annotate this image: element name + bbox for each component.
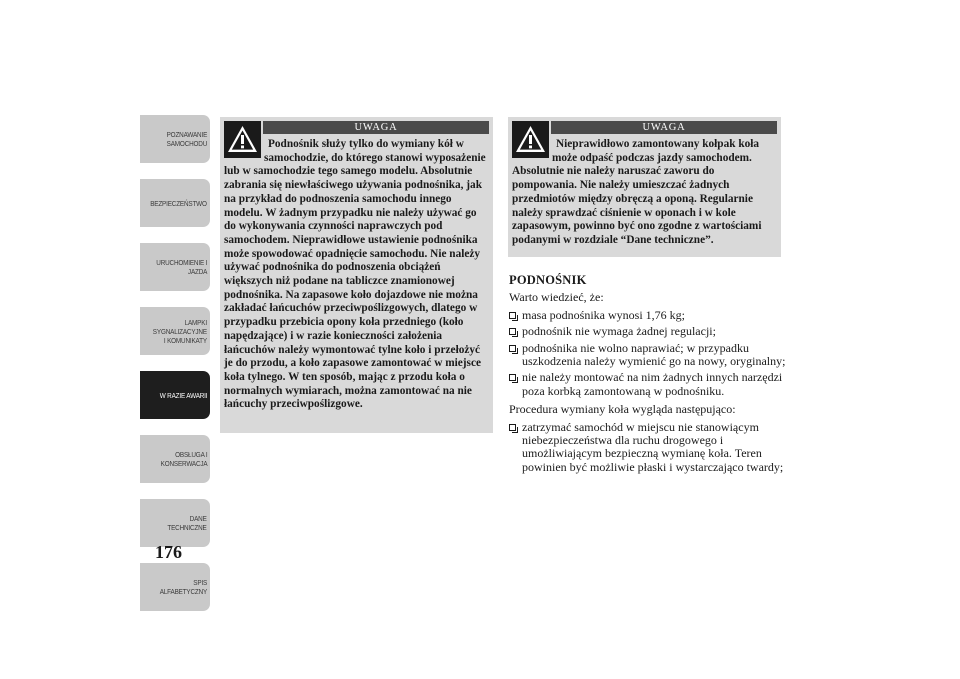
- tab-label: URUCHOMIENIE I JAZDA: [156, 258, 207, 276]
- tab-label: OBSŁUGA I KONSERWACJA: [160, 450, 207, 468]
- procedure-intro: Procedura wymiany koła wygląda następująco:: [509, 402, 736, 417]
- checkbox-bullet-icon: [509, 328, 516, 335]
- tab-label: SPIS ALFABETYCZNY: [159, 578, 207, 596]
- list-item: zatrzymać samochód w miejscu nie stanowiącym niebezpieczeństwa dla ruchu drogowego i umożliwiającym bezpieczną wymianę koła. Teren powinien być możliwie płaski i wystarczająco twardy;: [509, 421, 789, 475]
- tab-label: BEZPIECZEŃSTWO: [150, 198, 207, 208]
- tab-spis-alfabetyczny[interactable]: [140, 563, 210, 611]
- procedure-steps-list: [509, 421, 789, 475]
- checkbox-bullet-icon: [509, 374, 516, 381]
- list-item: podnośnik nie wymaga żadnej regulacji;: [509, 325, 789, 338]
- jack-facts-list: [509, 309, 789, 398]
- warning-header: UWAGA: [263, 121, 489, 134]
- checkbox-bullet-icon: [509, 345, 516, 352]
- section-title: PODNOŚNIK: [509, 273, 587, 287]
- checkbox-bullet-icon: [509, 312, 516, 319]
- warning-first-line: Podnośnik służy tylko do wymiany kół w: [268, 138, 464, 150]
- tab-uruchomienie-i-jazda[interactable]: [140, 243, 210, 291]
- tab-label: DANE TECHNICZNE: [167, 514, 207, 532]
- tab-label: LAMPKI SYGNALIZACYJNE I KOMUNIKATY: [152, 317, 207, 345]
- tab-label: POZNAWANIE SAMOCHODU: [166, 130, 207, 148]
- list-item: masa podnośnika wynosi 1,76 kg;: [509, 309, 789, 322]
- warning-box-hubcap: [508, 117, 781, 257]
- tab-poznawanie-samochodu[interactable]: [140, 115, 210, 163]
- tab-bezpieczenstwo[interactable]: [140, 179, 210, 227]
- warning-body: może odpaść podczas jazdy samochodem. Absolutnie nie należy naruszać zaworu do pompowania. Nie należy umieszczać żadnych przedmiotów między obręczą a oponą. Regularnie należy sprawdzać ciśnienie w oponach i w kole zapasowym, powinno być ono zgodne z wartościami podanymi w rozdziale “Dane techniczne”.: [512, 151, 762, 246]
- warning-text: [512, 138, 775, 248]
- warning-box-jack: [220, 117, 493, 433]
- warning-header: UWAGA: [551, 121, 777, 134]
- page-number: 176: [155, 542, 182, 562]
- intro-text: Warto wiedzieć, że:: [509, 290, 604, 305]
- warning-text: [224, 138, 487, 412]
- checkbox-bullet-icon: [509, 424, 516, 431]
- warning-first-line: Nieprawidłowo zamontowany kołpak koła: [556, 138, 760, 150]
- tab-obsluga-i-konserwacja[interactable]: [140, 435, 210, 483]
- list-item: podnośnika nie wolno naprawiać; w przypadku uszkodzenia należy wymienić go na nowy, oryginalny;: [509, 342, 789, 369]
- list-item: nie należy montować na nim żadnych innych narzędzi poza korbką zamontowaną w podnośniku.: [509, 371, 789, 398]
- jack-section: [509, 274, 789, 479]
- tab-label: W RAZIE AWARII: [159, 390, 207, 400]
- tab-w-razie-awarii[interactable]: [140, 371, 210, 419]
- tab-lampki-sygnalizacyjne[interactable]: [140, 307, 210, 355]
- tab-dane-techniczne[interactable]: [140, 499, 210, 547]
- warning-body: samochodzie, do którego stanowi wyposażenie lub w samochodzie tego samego modelu. Absolutnie zabrania się niewłaściwego używania podnośnika, jak na przykład do podnoszenia samochodu innego modelu. W żadnym przypadku nie należy używać go do wykonywania czynności naprawczych pod samochodem. Nieprawidłowe ustawienie podnośnika może spowodować opadnięcie samochodu. Nie należy używać podnośnika do podnoszenia obciążeń większych niż podane na tabliczce znamionowej podnośnika. Na zapasowe koło dojazdowe nie można zakładać łańcuchów przeciwpoślizgowych, dlatego w przypadku przebicia opony koła przedniego (koło napędzające) i w razie konieczności założenia łańcuchów należy wymontować tylne koło i przełożyć je do przodu, a koło zapasowe zamontować w miejsce koła tylnego. W ten sposób, mając z przodu koła o normalnych wymiarach, można zamontować na nie łańcuchy przeciwpoślizgowe.: [224, 151, 486, 411]
